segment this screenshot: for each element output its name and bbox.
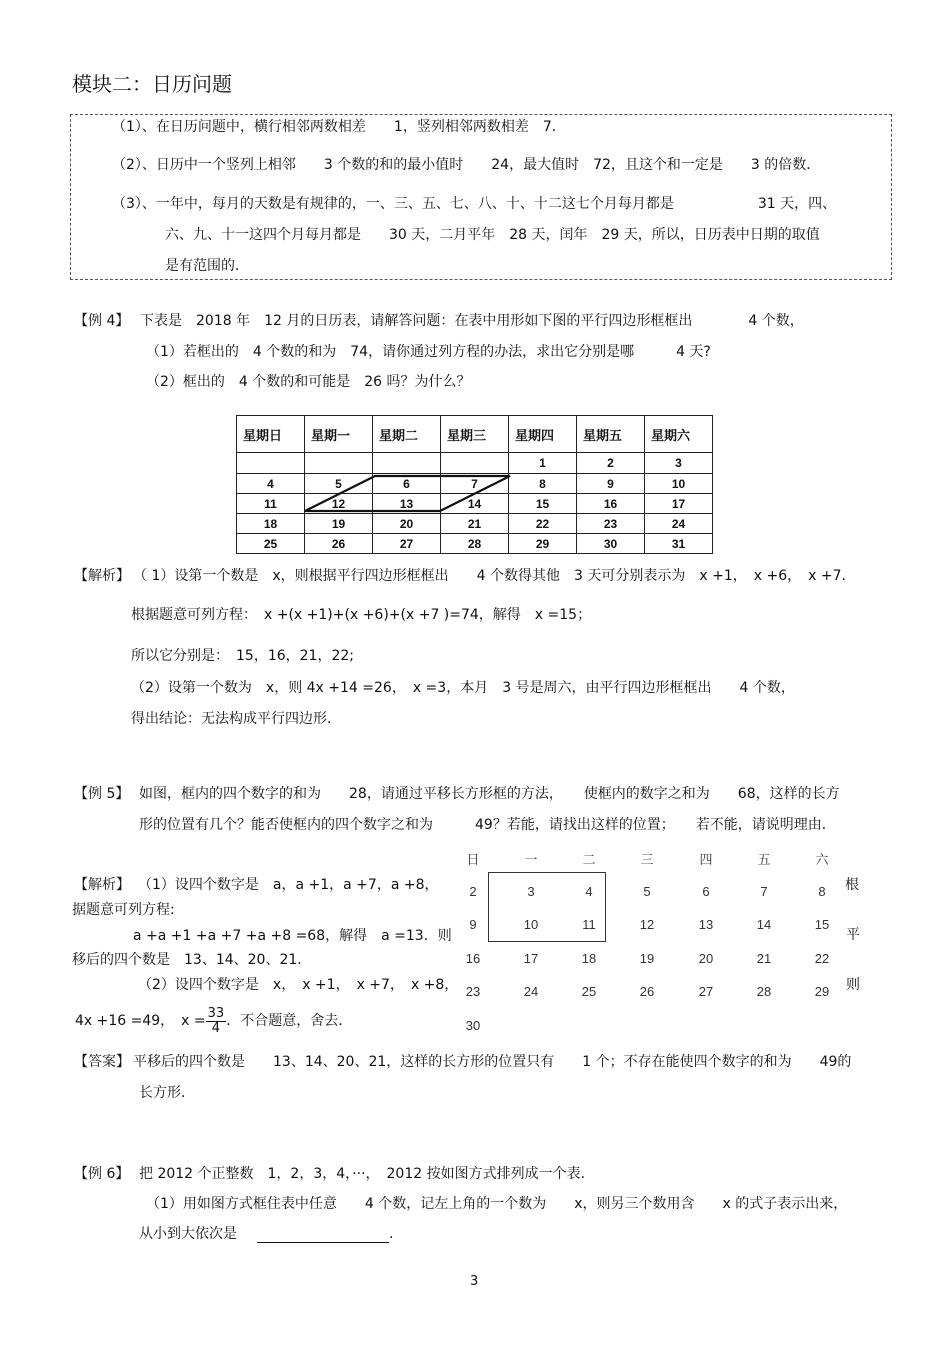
ex4-solution-5: 得出结论：无法构成平行四边形．: [131, 711, 341, 727]
day-header: 四: [699, 852, 713, 867]
ex5-solution-1-tail: 根: [845, 877, 859, 893]
grid-cell: 12: [639, 917, 655, 932]
grid-cell: 14: [756, 917, 772, 932]
ex5-solution-5-tail: 则: [846, 977, 860, 993]
ex5-answer-2: 长方形．: [139, 1085, 195, 1101]
grid-cell: 4: [585, 884, 593, 899]
ex4-solution-label: 【解析】: [74, 568, 130, 584]
cell: 22: [509, 514, 577, 534]
day-header: 三: [640, 852, 654, 867]
cell: 16: [577, 494, 645, 514]
grid-cell: 11: [582, 917, 596, 932]
cell: 30: [577, 534, 645, 554]
cell: 3: [645, 453, 713, 474]
ex4-solution-1: （ 1）设第一个数是 x，则根据平行四边形框框出 4 个数得其他 3 天可分别表示为 x +1， x +6， x +7．: [133, 568, 856, 584]
ex5-solution-4: 移后的四个数是 13、14、20、21.: [72, 952, 302, 968]
cell: 9: [577, 474, 645, 494]
ex5-answer-1: 平移后的四个数是 13、14、20、21，这样的长方形的位置只有 1 个；不存在能使四个数字的和为 49的: [133, 1054, 852, 1070]
ex5-solution-3: a +a +1 +a +7 +a +8 =68，解得 a =13．则: [133, 928, 452, 944]
ex6-subq-1-prefix: 从小到大依次是: [139, 1226, 237, 1242]
header-tue: 星期二: [373, 416, 441, 453]
page-number: 3: [470, 1274, 479, 1289]
grid-cell: 3: [527, 884, 535, 899]
rule-3: （3）、一年中，每月的天数是有规律的，一、三、五、七、八、十、十二这七个月每月都是 31 天，四、: [112, 196, 837, 212]
cell: 21: [441, 514, 509, 534]
grid-cell: 25: [581, 984, 597, 999]
ex5-solution-3-tail: 平: [846, 927, 860, 943]
grid-cell: 2: [469, 884, 477, 899]
grid-cell: 6: [702, 884, 710, 899]
cell: 13: [373, 494, 441, 514]
cell: 24: [645, 514, 713, 534]
grid-cell: 8: [818, 884, 826, 899]
day-header: 六: [815, 852, 829, 867]
cell: 2: [577, 453, 645, 474]
cell: 6: [373, 474, 441, 494]
ex6-label: 【例 6】: [74, 1166, 130, 1182]
ex6-subq-1-cont: [139, 1225, 403, 1243]
rule-1: （1）、在日历问题中，横行相邻两数相差 1，竖列相邻两数相差 7．: [112, 119, 566, 135]
cell: 23: [577, 514, 645, 534]
grid-cell: 23: [465, 984, 481, 999]
ex5-solution-5: （2）设四个数字是 x， x +1， x +7， x +8，: [138, 977, 459, 993]
cell: 7: [441, 474, 509, 494]
cell: 28: [441, 534, 509, 554]
grid-cell: 21: [756, 951, 772, 966]
rule-3-cont: 六、九、十一这四个月每月都是 30 天，二月平年 28 天，闰年 29 天，所以，日历表中日期的取值: [165, 227, 820, 243]
header-wed: 星期三: [441, 416, 509, 453]
answer-blank: [257, 1228, 389, 1243]
header-sun: 星期日: [237, 416, 305, 453]
grid-cell: 30: [465, 1018, 481, 1033]
cell: 15: [509, 494, 577, 514]
ex5-question-2: 形的位置有几个？能否使框内的四个数字之和为 49？若能，请找出这样的位置； 若不能，请说明理由．: [139, 817, 836, 833]
cell: 11: [237, 494, 305, 514]
ex5-solution-2: 据题意可列方程:: [72, 902, 175, 918]
ex4-solution-4: （2）设第一个数为 x，则 4x +14 =26， x =3，本月 3 号是周六，由平行四边形框框出 4 个数，: [131, 680, 795, 696]
header-thu: 星期四: [509, 416, 577, 453]
ex6-question: 把 2012 个正整数 1，2，3，4，···， 2012 按如图方式排列成一个表.: [139, 1166, 586, 1182]
cell: 1: [509, 453, 577, 474]
rule-3-end: 是有范围的．: [165, 258, 249, 274]
ex5-solution-6-eq: 4x +16 =49， x =: [75, 1013, 206, 1029]
ex5-question-1: 如图，框内的四个数字的和为 28，请通过平移长方形框的方法， 使框内的数字之和为 68，这样的长方: [139, 786, 840, 802]
fraction-denominator: 4: [211, 1020, 221, 1036]
grid-cell: 27: [698, 984, 714, 999]
rule-2: （2）、日历中一个竖列上相邻 3 个数的和的最小值时 24，最大值时 72，且这个和一定是 3 的倍数．: [112, 157, 821, 173]
grid-cell: 26: [639, 984, 655, 999]
cell: 4: [237, 474, 305, 494]
grid-cell: 13: [698, 917, 714, 932]
section-title: 模块二：日历问题: [72, 72, 232, 96]
cell: 5: [305, 474, 373, 494]
cell: 18: [237, 514, 305, 534]
header-fri: 星期五: [577, 416, 645, 453]
grid-cell: 17: [523, 951, 539, 966]
header-mon: 星期一: [305, 416, 373, 453]
cell: 20: [373, 514, 441, 534]
ex4-question: 下表是 2018 年 12 月的日历表，请解答问题：在表中用形如下图的平行四边形框框出 4 个数，: [140, 313, 804, 329]
ex4-solution-2: 根据题意可列方程： x +(x +1)+(x +6)+(x +7 )=74，解得 x =15；: [131, 607, 592, 623]
cell: 8: [509, 474, 577, 494]
grid-cell: 28: [756, 984, 772, 999]
grid-cell: 15: [814, 917, 830, 932]
grid-cell: 24: [523, 984, 539, 999]
rectangle-frame: [488, 872, 606, 942]
cell: 14: [441, 494, 509, 514]
ex5-solution-1: （1）设四个数字是 a，a +1，a +7，a +8，: [138, 877, 439, 893]
cell: 26: [305, 534, 373, 554]
ex4-subq-1: （1）若框出的 4 个数的和为 74，请你通过列方程的办法，求出它分别是哪 4 天?: [146, 344, 711, 360]
cell: 19: [305, 514, 373, 534]
cell: 31: [645, 534, 713, 554]
ex5-solution-6: [75, 1003, 352, 1039]
grid-cell: 20: [698, 951, 714, 966]
ex5-answer-label: 【答案】: [74, 1054, 130, 1070]
cell: 17: [645, 494, 713, 514]
day-header: 二: [582, 852, 596, 867]
ex6-subq-1-end: ．: [389, 1226, 403, 1242]
day-header: 五: [757, 852, 771, 867]
ex5-solution-label: 【解析】: [74, 877, 130, 893]
ex4-subq-2: （2）框出的 4 个数的和可能是 26 吗？为什么？: [146, 374, 471, 390]
ex4-solution-3: 所以它分别是： 15，16，21，22;: [131, 648, 354, 664]
grid-cell: 29: [814, 984, 830, 999]
fraction-numerator: 33: [207, 1005, 225, 1021]
cell: 29: [509, 534, 577, 554]
grid-cell: 16: [465, 951, 481, 966]
cell: 10: [645, 474, 713, 494]
grid-cell: 22: [814, 951, 830, 966]
grid-cell: 5: [643, 884, 651, 899]
cell: 25: [237, 534, 305, 554]
grid-cell: 9: [469, 917, 477, 932]
grid-cell: 10: [523, 917, 539, 932]
grid-cell: 19: [639, 951, 655, 966]
day-header: 一: [524, 852, 538, 867]
ex6-subq-1: （1）用如图方式框住表中任意 4 个数，记左上角的一个数为 x，则另三个数用含 x 的式子表示出来，: [146, 1196, 848, 1212]
day-header: 日: [466, 852, 480, 867]
grid-cell: 7: [760, 884, 768, 899]
ex4-label: 【例 4】: [74, 313, 130, 329]
cell: 12: [305, 494, 373, 514]
ex5-label: 【例 5】: [74, 786, 130, 802]
fraction: [206, 1007, 227, 1036]
grid-cell: 18: [581, 951, 597, 966]
cell: 27: [373, 534, 441, 554]
header-sat: 星期六: [645, 416, 713, 453]
ex5-solution-6-end: ．不合题意，舍去．: [226, 1013, 353, 1029]
